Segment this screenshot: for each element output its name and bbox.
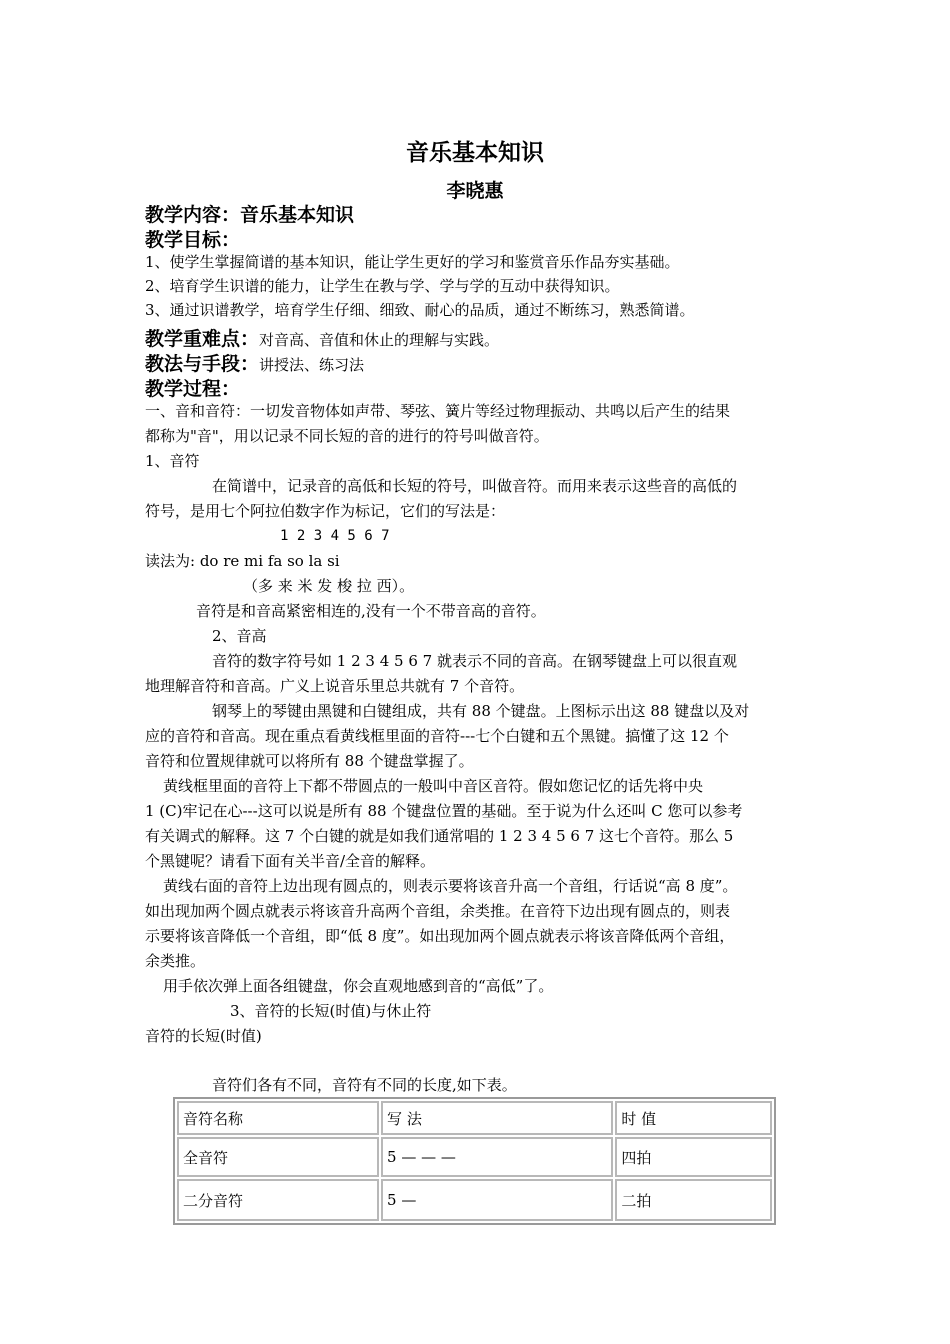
table-cell: 5 —: [381, 1179, 613, 1221]
table-header-cell: 音符名称: [177, 1101, 379, 1135]
body-line: 都称为"音"，用以记录不同长短的音的进行的符号叫做音符。: [145, 427, 549, 445]
body-line: 黄线框里面的音符上下都不带圆点的一般叫中音区音符。假如您记忆的话先将中央: [163, 777, 704, 795]
table-header-cell: 写 法: [381, 1101, 613, 1135]
content-heading: 教学内容：音乐基本知识: [145, 204, 355, 226]
goal-item: 2、培育学生识谱的能力，让学生在教与学、学与学的互动中获得知识。: [145, 277, 620, 295]
body-line: 地理解音符和音高。广义上说音乐里总共就有 7 个音符。: [145, 677, 525, 695]
table-cell: 四拍: [615, 1137, 772, 1177]
goals-heading: 教学目标：: [145, 229, 241, 251]
numbers-line: 1 2 3 4 5 6 7: [280, 528, 390, 544]
section-heading: 2、音高: [212, 627, 267, 645]
body-line: 如出现加两个圆点就表示将该音升高两个音组，余类推。在音符下边出现有圆点的，则表: [145, 902, 731, 920]
table-header-cell: 时 值: [615, 1101, 772, 1135]
table-row: [177, 1179, 772, 1221]
body-line: 一、音和音符：一切发音物体如声带、琴弦、簧片等经过物理振动、共鸣以后产生的结果: [145, 402, 731, 420]
process-heading: 教学过程：: [145, 378, 241, 400]
methods: [145, 349, 364, 376]
body-line: 音符是和音高紧密相连的,没有一个不带音高的音符。: [196, 602, 546, 620]
body-line: 示要将该音降低一个音组，即“低 8 度”。如出现加两个圆点就表示将该音降低两个音组，: [145, 927, 735, 945]
table-header-row: [177, 1101, 772, 1135]
body-line: 余类推。: [145, 952, 206, 970]
body-line: 黄线右面的音符上边出现有圆点的，则表示要将该音升高一个音组，行话说“高 8 度”。: [163, 877, 738, 895]
key-points-text: 对音高、音值和休止的理解与实践。: [259, 331, 500, 349]
key-points: [145, 324, 499, 351]
body-line: 符号，是用七个阿拉伯数字作为标记，它们的写法是：: [145, 502, 506, 520]
goal-item: 1、使学生掌握简谱的基本知识，能让学生更好的学习和鉴赏音乐作品夯实基础。: [145, 253, 680, 271]
body-line: 钢琴上的琴键由黑键和白键组成，共有 88 个键盘。上图标示出这 88 键盘以及对: [212, 702, 750, 720]
subsection-heading: 音符的长短(时值): [145, 1027, 262, 1045]
body-line: 音符的数字符号如 1 2 3 4 5 6 7 就表示不同的音高。在钢琴键盘上可以很直观: [212, 652, 737, 670]
methods-text: 讲授法、练习法: [259, 356, 365, 374]
document-author: 李晓惠: [446, 180, 504, 202]
body-line: 有关调式的解释。这 7 个白键的就是如我们通常唱的 1 2 3 4 5 6 7 这七个音符。那么 5: [145, 827, 734, 845]
body-line: 1 (C)牢记在心---这可以说是所有 88 个键盘位置的基础。至于说为什么还叫 C 您可以参考: [145, 802, 743, 820]
body-line: 个黑键呢？请看下面有关半音/全音的解释。: [145, 852, 436, 870]
body-line: 在简谱中，记录音的高低和长短的符号，叫做音符。而用来表示这些音的高低的: [212, 477, 738, 495]
table-row: [177, 1137, 772, 1177]
table-cell: 5 — — —: [381, 1137, 613, 1177]
body-line: 用手依次弹上面各组键盘，你会直观地感到音的“高低”了。: [163, 977, 554, 995]
table-cell: 二拍: [615, 1179, 772, 1221]
body-line: 音符和位置规律就可以将所有 88 个键盘掌握了。: [145, 752, 474, 770]
table-cell: 二分音符: [177, 1179, 379, 1221]
goal-item: 3、通过识谱教学，培育学生仔细、细致、耐心的品质，通过不断练习，熟悉简谱。: [145, 301, 695, 319]
section-heading: 3、音符的长短(时值)与休止符: [230, 1002, 432, 1020]
reading-line: 读法为: do re mi fa so la si: [145, 552, 340, 570]
document-title: 音乐基本知识: [406, 140, 544, 166]
methods-label: 教法与手段：: [145, 353, 260, 375]
body-line: 音符们各有不同，音符有不同的长度,如下表。: [212, 1076, 517, 1094]
reading-chinese-line: （多 来 米 发 梭 拉 西）。: [243, 577, 415, 595]
key-points-label: 教学重难点：: [145, 328, 260, 350]
body-line: 应的音符和音高。现在重点看黄线框里面的音符---七个白键和五个黑键。搞懂了这 12 个: [145, 727, 729, 745]
note-duration-table: [173, 1097, 776, 1225]
table-cell: 全音符: [177, 1137, 379, 1177]
section-heading: 1、音符: [145, 452, 200, 470]
